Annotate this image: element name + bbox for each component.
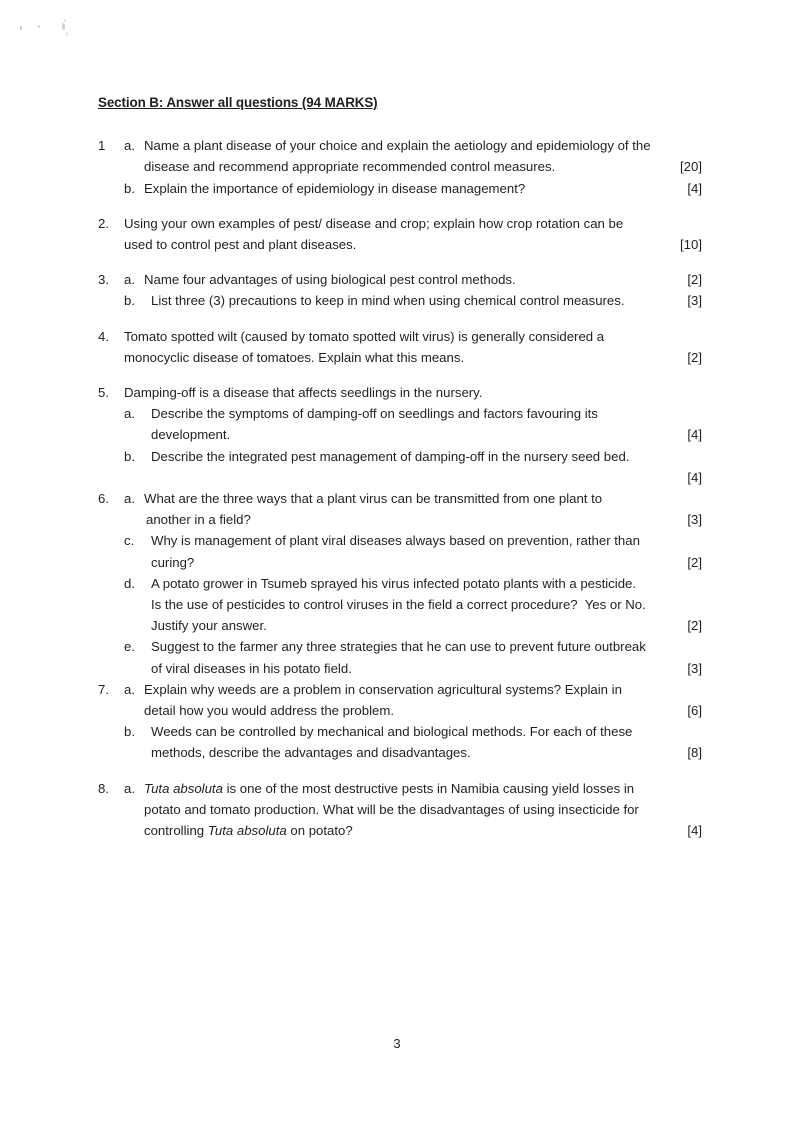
marks-value: [4] [687,427,702,443]
question-line [98,488,702,509]
question-text: Justify your answer. [151,618,267,634]
pest-scientific-name: Tuta absoluta [207,823,287,839]
question-text: of viral diseases in his potato field. [151,660,352,676]
pest-scientific-name: Tuta absoluta [144,780,223,796]
question-line [98,382,702,403]
question-text: Describe the integrated pest management of damping-off in the nursery seed bed. [151,448,630,464]
question-line [98,347,702,368]
question-line [98,213,702,234]
question-number: 2. [98,215,109,231]
question-text: Why is management of plant viral diseases always based on prevention, rather than [151,533,640,549]
marks-value: [4] [687,469,702,485]
question-line [98,573,702,594]
question-number: 6. [98,491,109,507]
part-letter: a. [124,491,135,507]
marks-value: [3] [687,512,702,528]
part-letter: d. [124,575,135,591]
marks-value: [3] [687,660,702,676]
marks-value: [4] [687,180,702,196]
question-text: Suggest to the farmer any three strategies that he can use to prevent future outbreak [151,639,646,655]
part-letter: c. [124,533,135,549]
marks-value: [2] [687,618,702,634]
question-8 [98,778,702,842]
question-text [144,778,702,799]
part-letter: a. [124,138,135,154]
question-text: curing? [151,554,195,570]
exam-content [98,92,702,855]
question-text: detail how you would address the problem. [144,703,394,719]
question-6 [98,488,702,679]
question-text: Describe the symptoms of damping-off on seedlings and factors favouring its [151,406,598,422]
question-text: Weeds can be controlled by mechanical and biological methods. For each of these [151,724,633,740]
question-number: 4. [98,328,109,344]
question-text: Name four advantages of using biological pest control methods. [144,272,516,288]
question-line [98,658,702,679]
question-line [98,403,702,424]
marks-value: [4] [687,823,702,839]
part-letter: a. [124,272,135,288]
part-letter: b. [124,293,135,309]
question-line [98,178,702,199]
question-line [98,135,702,156]
question-4 [98,326,702,368]
question-line [98,234,702,255]
question-text: another in a field? [146,512,251,528]
question-text: disease and recommend appropriate recommended control measures. [144,159,556,175]
question-line [98,742,702,763]
scan-speck [64,19,66,22]
question-number: 8. [98,780,109,796]
page-number: 3 [393,1036,401,1051]
marks-value: [10] [680,237,702,253]
question-line [98,326,702,347]
question-line [98,424,702,445]
question-line [98,509,702,530]
question-text-head: controlling [144,823,208,839]
question-line [98,636,702,657]
question-text: Explain the importance of epidemiology in disease management? [144,180,526,196]
question-2 [98,213,702,255]
marks-value: [2] [687,554,702,570]
question-text: What are the three ways that a plant virus can be transmitted from one plant to [144,491,603,507]
marks-value: [8] [687,745,702,761]
question-stem-text: Damping-off is a disease that affects seedlings in the nursery. [124,385,483,401]
question-line [98,820,702,841]
question-1 [98,135,702,199]
marks-value: [2] [687,349,702,365]
question-line [98,799,702,820]
question-text: Is the use of pesticides to control viruses in the field a correct procedure? Yes or No. [151,597,646,613]
marks-value: [6] [687,703,702,719]
question-text-tail: on potato? [286,823,353,839]
part-letter: e. [124,639,135,655]
question-line [98,530,702,551]
question-text: used to control pest and plant diseases. [124,237,357,253]
part-letter: a. [124,780,135,796]
part-letter: b. [124,180,135,196]
part-letter: a. [124,406,135,422]
question-text: monocyclic disease of tomatoes. Explain what this means. [124,349,465,365]
question-text: Explain why weeds are a problem in conservation agricultural systems? Explain in [144,681,622,697]
question-line [98,778,702,799]
question-text: development. [151,427,231,443]
question-5 [98,382,702,488]
question-text: List three (3) precautions to keep in mind when using chemical control measures. [151,293,625,309]
question-7 [98,679,702,764]
part-letter: b. [124,448,135,464]
part-letter: a. [124,681,135,697]
marks-value: [20] [680,159,702,175]
question-line [98,290,702,311]
question-line [98,721,702,742]
question-line [98,552,702,573]
question-text: potato and tomato production. What will be the disadvantages of using insecticide for [144,801,639,817]
scan-artifact-speckles [0,0,140,60]
question-line [98,594,702,615]
question-text: Using your own examples of pest/ disease and crop; explain how crop rotation can be [124,215,624,231]
section-heading: Section B: Answer all questions (94 MARKS) [98,95,378,110]
question-number: 1 [98,138,106,154]
question-line [98,700,702,721]
question-line [98,269,702,290]
question-line [98,156,702,177]
question-number: 5. [98,385,109,401]
question-text: Name a plant disease of your choice and explain the aetiology and epidemiology of the [144,138,651,154]
question-3 [98,269,702,311]
scan-speck [62,23,65,30]
question-line [98,615,702,636]
question-text-tail: is one of the most destructive pests in Namibia causing yield losses in [222,780,635,796]
scan-speck [66,32,68,36]
question-number: 7. [98,681,109,697]
scan-speck [20,26,22,30]
marks-value: [3] [687,293,702,309]
question-text: Tomato spotted wilt (caused by tomato spotted wilt virus) is generally considered a [124,328,605,344]
question-text [144,820,681,841]
part-letter: b. [124,724,135,740]
question-text: A potato grower in Tsumeb sprayed his virus infected potato plants with a pesticide. [151,575,637,591]
question-text: methods, describe the advantages and disadvantages. [151,745,471,761]
question-line [98,679,702,700]
scan-speck [38,25,40,28]
question-line [98,446,702,467]
marks-value: [2] [687,272,702,288]
question-number: 3. [98,272,109,288]
